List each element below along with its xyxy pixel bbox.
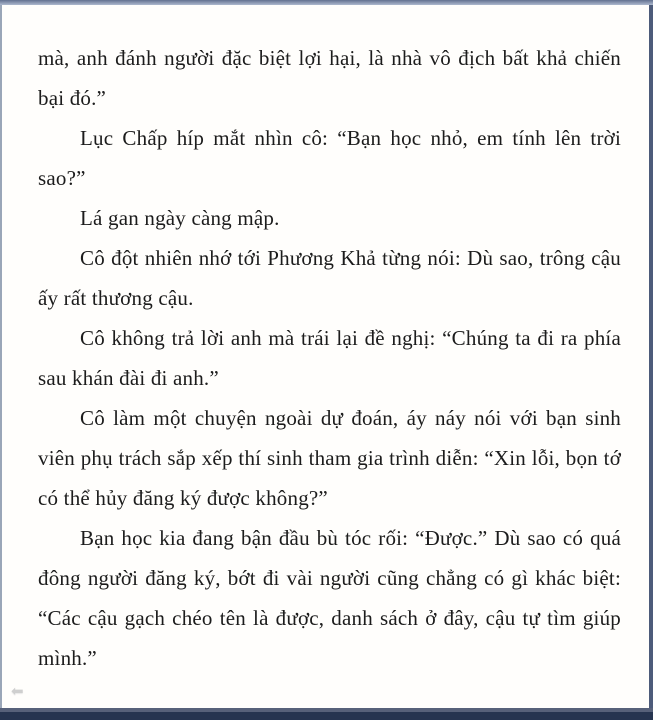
paragraph: Cô không trả lời anh mà trái lại đề nghị: “Chúng ta đi ra phía sau khán đài đi anh.” xyxy=(38,326,621,390)
back-arrow-icon[interactable]: ⬅ xyxy=(11,682,24,700)
paragraph: Lục Chấp híp mắt nhìn cô: “Bạn học nhỏ, em tính lên trời sao?” xyxy=(38,126,621,190)
paragraph: Bạn học kia đang bận đầu bù tóc rối: “Được.” Dù sao có quá đông người đăng ký, bớt đi vài người cũng chẳng có gì khác biệt: “Các cậu gạch chéo tên là được, danh sách ở đây, cậu tự tìm giúp mình.” xyxy=(38,526,621,670)
paragraph: mà, anh đánh người đặc biệt lợi hại, là nhà vô địch bất khả chiến bại đó.” xyxy=(38,46,621,110)
paragraph: Cô làm một chuyện ngoài dự đoán, áy náy nói với bạn sinh viên phụ trách sắp xếp thí sinh tham gia trình diễn: “Xin lỗi, bọn tớ có thể hủy đăng ký được không?” xyxy=(38,406,621,510)
document-page xyxy=(0,5,653,708)
paragraph: Lá gan ngày càng mập. xyxy=(80,206,280,230)
page-text xyxy=(38,38,621,678)
taskbar-strip xyxy=(0,712,653,720)
paragraph: Cô đột nhiên nhớ tới Phương Khả từng nói: Dù sao, trông cậu ấy rất thương cậu. xyxy=(38,246,621,310)
